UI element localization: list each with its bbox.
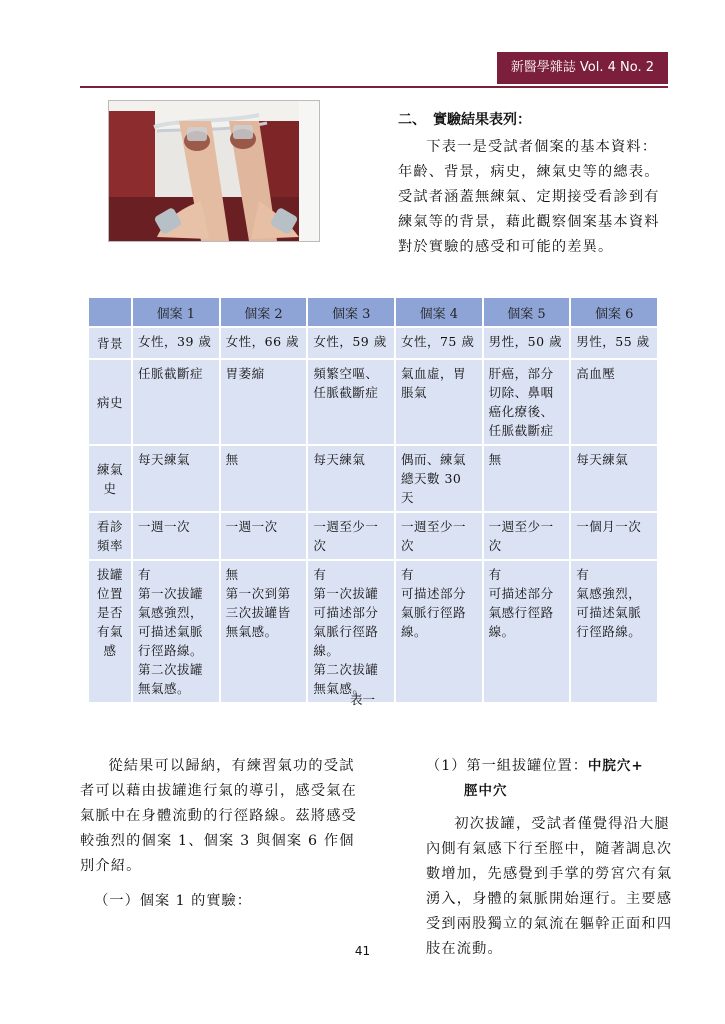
case-1-subtitle: （一）個案 1 的實驗： (94, 893, 252, 909)
acupoint-jingzhong: 脛中穴 (464, 783, 508, 799)
row-label-qigong-history: 練氣史 (89, 446, 131, 511)
table-cell: 胃萎縮 (221, 360, 307, 444)
table-header-case-3: 個案 3 (308, 298, 394, 326)
table-header-case-5: 個案 5 (484, 298, 570, 326)
row-label-history: 病史 (89, 360, 131, 444)
table-cell: 女性，39 歲 (133, 328, 219, 358)
table-cell: 有 可描述部分氣感行徑路線。 (484, 561, 570, 702)
cupping-photo-image (109, 101, 319, 241)
journal-header-rule (80, 52, 668, 88)
table-caption: 表一 (349, 692, 375, 707)
table-cell: 無 第一次到第三次拔罐皆無氣感。 (221, 561, 307, 702)
table-cell: 一週一次 (221, 513, 307, 559)
section-title: 二、 實驗結果表列： (398, 112, 531, 128)
table-cell: 無 (221, 446, 307, 511)
journal-title-badge: 新醫學雜誌 Vol. 4 No. 2 (497, 52, 668, 84)
table-cell: 每天練氣 (571, 446, 657, 511)
row-label-visit-frequency: 看診頻率 (89, 513, 131, 559)
intro-paragraph: 下表一是受試者個案的基本資料：年齡、背景，病史，練氣史等的總表。受試者涵蓋無練氣、定期接受看診到有練氣等的背景，藉此觀察個案基本資料對於實驗的感受和可能的差異。 (398, 139, 660, 255)
table-cell: 一個月一次 (571, 513, 657, 559)
row-label-background: 背景 (89, 328, 131, 358)
table-cell: 氣血虛，胃脹氣 (396, 360, 482, 444)
summary-paragraph: 從結果可以歸納，有練習氣功的受試者可以藉由拔罐進行氣的導引，感受氣在氣脈中在身體流動的行徑路線。茲將感受較強烈的個案 1、個案 3 與個案 6 作個別介紹。 (80, 758, 357, 874)
case-1-paragraph: 初次拔罐，受試者僅覺得沿大腿內側有氣感下行至脛中，隨著調息次數增加，先感覺到手掌的勞宮穴有氣湧入，身體的氣脈開始運行。主要感受到兩股獨立的氣流在軀幹正面和四肢在流動。 (426, 816, 673, 957)
table-corner-cell (89, 298, 131, 326)
acupoint-zhongwan: 中脘穴+ (587, 758, 644, 774)
table-cell: 每天練氣 (133, 446, 219, 511)
table-header-case-6: 個案 6 (571, 298, 657, 326)
table-cell: 有 可描述部分氣脈行徑路線。 (396, 561, 482, 702)
table-row (89, 328, 657, 358)
page-number: 41 (354, 944, 371, 958)
table-cell: 一週至少一次 (484, 513, 570, 559)
table-cell: 有 第一次拔罐氣感強烈，可描述氣脈行徑路線。第二次拔罐無氣感。 (133, 561, 219, 702)
table-cell: 女性，75 歲 (396, 328, 482, 358)
table-cell: 每天練氣 (308, 446, 394, 511)
table-cell: 有 第一次拔罐可描述部分氣脈行徑路線。 第二次拔罐無氣感。 (308, 561, 394, 702)
table-cell: 任脈截斷症 (133, 360, 219, 444)
right-column (426, 754, 684, 962)
table-cell: 一週一次 (133, 513, 219, 559)
table-cell: 一週至少一次 (396, 513, 482, 559)
row-label-cupping-qi-sensation: 拔罐位置是否有氣感 (89, 561, 131, 702)
table-row (89, 360, 657, 444)
table-cell: 頻繁空嘔、任脈截斷症 (308, 360, 394, 444)
cupping-position-prefix: （1）第一組拔罐位置： (426, 758, 588, 774)
table-header-case-4: 個案 4 (396, 298, 482, 326)
table-cell: 女性，66 歲 (221, 328, 307, 358)
cupping-photo (108, 100, 320, 242)
table-header-case-2: 個案 2 (221, 298, 307, 326)
table-header-row (89, 298, 657, 326)
table-cell: 高血壓 (571, 360, 657, 444)
left-column (80, 754, 362, 914)
case-summary-table (87, 296, 659, 704)
results-intro (398, 108, 670, 260)
table-cell: 一週至少一次 (308, 513, 394, 559)
table-row (89, 513, 657, 559)
table-cell: 偶而、練氣總天數 30 天 (396, 446, 482, 511)
table-cell: 男性，55 歲 (571, 328, 657, 358)
table-cell: 肝癌，部分切除、鼻咽癌化療後、任脈截斷症 (484, 360, 570, 444)
table-cell: 有 氣感強烈，可描述氣脈行徑路線。 (571, 561, 657, 702)
table-row (89, 561, 657, 702)
cupping-position-heading (426, 754, 684, 804)
table-cell: 無 (484, 446, 570, 511)
table-cell: 男性，50 歲 (484, 328, 570, 358)
table-header-case-1: 個案 1 (133, 298, 219, 326)
table-cell: 女性，59 歲 (308, 328, 394, 358)
table-row (89, 446, 657, 511)
